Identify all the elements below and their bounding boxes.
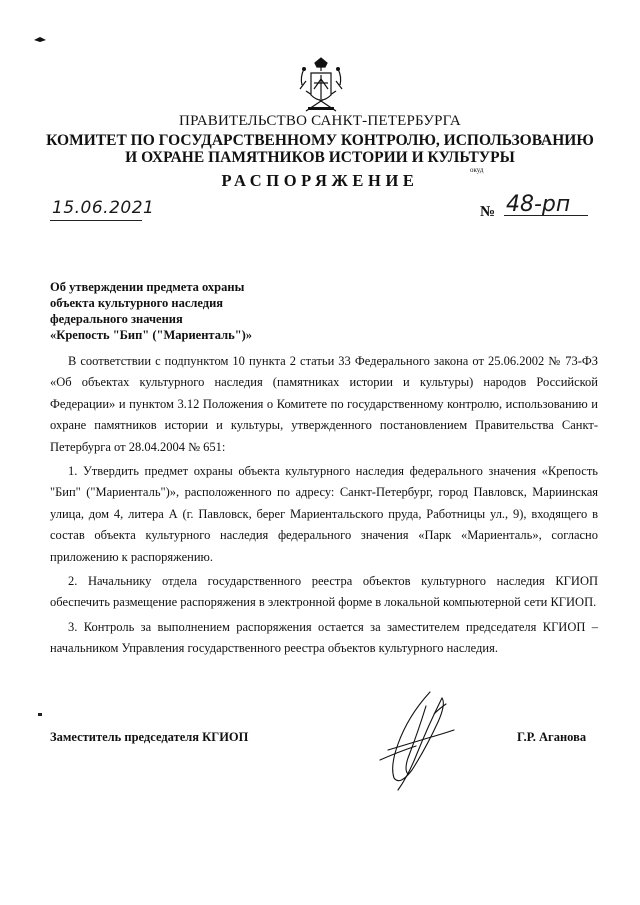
document-number-field xyxy=(504,192,588,224)
signatory-name: Г.Р. Аганова xyxy=(517,730,587,744)
document-number-handwritten: 48-рп xyxy=(506,192,571,217)
number-sign-label: № xyxy=(480,204,496,220)
coat-of-arms-emblem xyxy=(296,55,346,115)
committee-name-line-1: КОМИТЕТ ПО ГОСУДАРСТВЕННОМУ КОНТРОЛЮ, ИСПОЛЬЗОВАНИЮ xyxy=(46,132,594,149)
government-name: ПРАВИТЕЛЬСТВО САНКТ-ПЕТЕРБУРГА xyxy=(179,113,461,129)
body-preamble: В соответствии с подпунктом 10 пункта 2 статьи 33 Федерального закона от 25.06.2002 № 73-ФЗ «Об объектах культурного наследия (памятниках истории и культуры) народов Российской Федерации» и пунктом 3.12 Положения о Комитете по государственному контролю, использованию и охране памятников истории и культуры, утвержденного постановлением Правительства Санкт-Петербурга от 28.04.2004 № 651: xyxy=(50,354,598,454)
committee-name-line-2: И ОХРАНЕ ПАМЯТНИКОВ ИСТОРИИ И КУЛЬТУРЫ xyxy=(125,149,515,166)
date-underline xyxy=(50,220,142,221)
subject-line-3: федерального значения xyxy=(50,312,183,326)
document-date-field xyxy=(50,198,155,226)
body-item-1: 1. Утвердить предмет охраны объекта культурного наследия федерального значения «Крепость "Бип" ("Мариенталь")», расположенного по адресу: Санкт-Петербург, город Павловск, Мариинская улица, дом 4, литера А (г. Павловск, берег Мариентальского пруда, Работницы ул., 9), входящего в состав объекта культурного наследия федерального значения «Парк «Мариенталь», согласно приложению к распоряжению. xyxy=(50,464,598,564)
document-date-handwritten: 15.06.2021 xyxy=(52,198,155,218)
document-subject xyxy=(50,279,310,343)
okud-label: окуд xyxy=(470,166,484,174)
document-type-title: РАСПОРЯЖЕНИЕ xyxy=(221,171,419,190)
number-underline xyxy=(504,215,588,216)
scan-speck-mark xyxy=(34,37,46,43)
committee-name xyxy=(0,132,640,166)
body-item-3: 3. Контроль за выполнением распоряжения остается за заместителем председателя КГИОП – начальником Управления государственного реестра объектов культурного наследия. xyxy=(50,619,598,656)
signatory-title: Заместитель председателя КГИОП xyxy=(50,730,249,744)
scan-speck-dot xyxy=(38,713,42,716)
handwritten-signature xyxy=(368,686,464,796)
subject-line-1: Об утверждении предмета охраны xyxy=(50,280,245,294)
subject-line-4: «Крепость "Бип" ("Мариенталь")» xyxy=(50,328,253,342)
body-item-2: 2. Начальнику отдела государственного реестра объектов культурного наследия КГИОП обеспечить размещение распоряжения в электронной форме в локальной компьютерной сети КГИОП. xyxy=(50,574,598,610)
subject-line-2: объекта культурного наследия xyxy=(50,296,224,310)
document-body xyxy=(50,351,598,663)
